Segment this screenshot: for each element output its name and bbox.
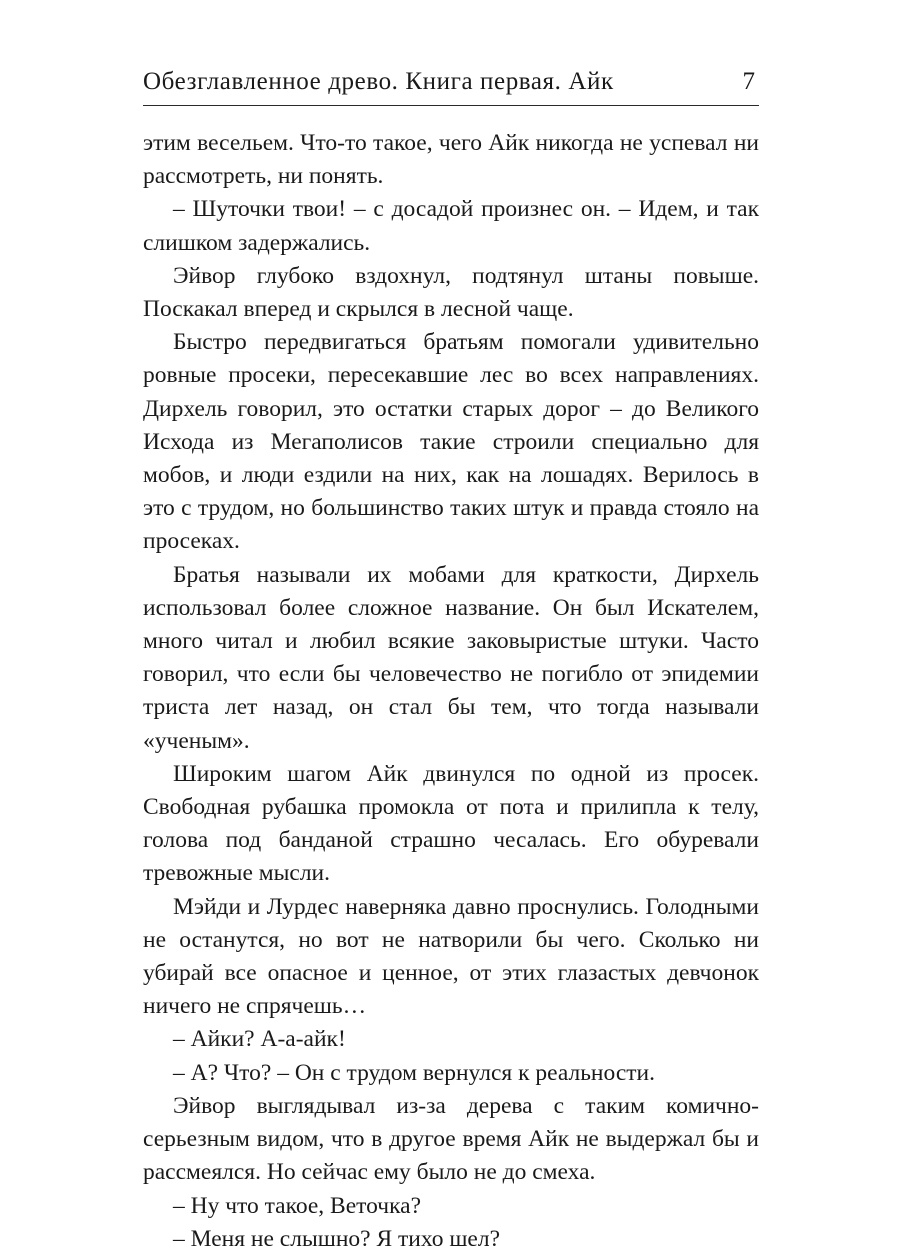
paragraph: Широким шагом Айк двинулся по одной из просек. Свободная рубашка промокла от пота и прилипла к телу, голова под банданой страшно чесалась. Его обуревали тревожные мысли. [143,760,759,887]
page-number: 7 [742,68,755,95]
paragraph: Быстро передвигаться братьям помогали удивительно ровные просеки, пересекавшие лес во всех направлениях. Дирхель говорил, это остатки старых дорог – до Великого Исхода из Мегаполисов такие строили специально для мобов, и люди ездили на них, как на лошадях. Верилось в это с трудом, но большинство таких штук и правда стояло на просеках. [143,329,759,555]
paragraph: – Ну что такое, Веточка? [173,1192,422,1219]
paragraph: – А? Что? – Он с трудом вернулся к реальности. [173,1059,655,1086]
paragraph: Эйвор глубоко вздохнул, подтянул штаны повыше. Поскакал вперед и скрылся в лесной чаще. [143,262,759,323]
paragraph: Эйвор выглядывал из-за дерева с таким комично-серьезным видом, что в другое время Айк не выдержал бы и рассмеялся. Но сейчас ему было не до смеха. [143,1092,759,1186]
paragraph: – Меня не слышно? Я тихо шел? [173,1225,501,1252]
header-rule [143,105,759,106]
paragraph: Мэйди и Лурдес наверняка давно проснулись. Голодными не останутся, но вот не натворили бы чего. Сколько ни убирай все опасное и ценное, от этих глазастых девчонок ничего не спрячешь… [143,893,759,1020]
running-head [143,66,759,102]
paragraph: этим весельем. Что-то такое, чего Айк никогда не успевал ни рассмотреть, ни понять. [143,130,759,190]
paragraph: – Шуточки твои! – с досадой произнес он. – Идем, и так слишком задержались. [143,196,759,256]
body-text [143,127,759,1256]
paragraph: – Айки? А-а-айк! [173,1026,346,1053]
paragraph: Братья называли их мобами для краткости, Дирхель использовал более сложное название. Он был Искателем, много читал и любил всякие заковыристые штуки. Часто говорил, что если бы человечество не погибло от эпидемии триста лет назад, он стал бы тем, что тогда называли «ученым». [143,561,759,754]
running-title: Обезглавленное древо. Книга первая. Айк [143,68,614,95]
